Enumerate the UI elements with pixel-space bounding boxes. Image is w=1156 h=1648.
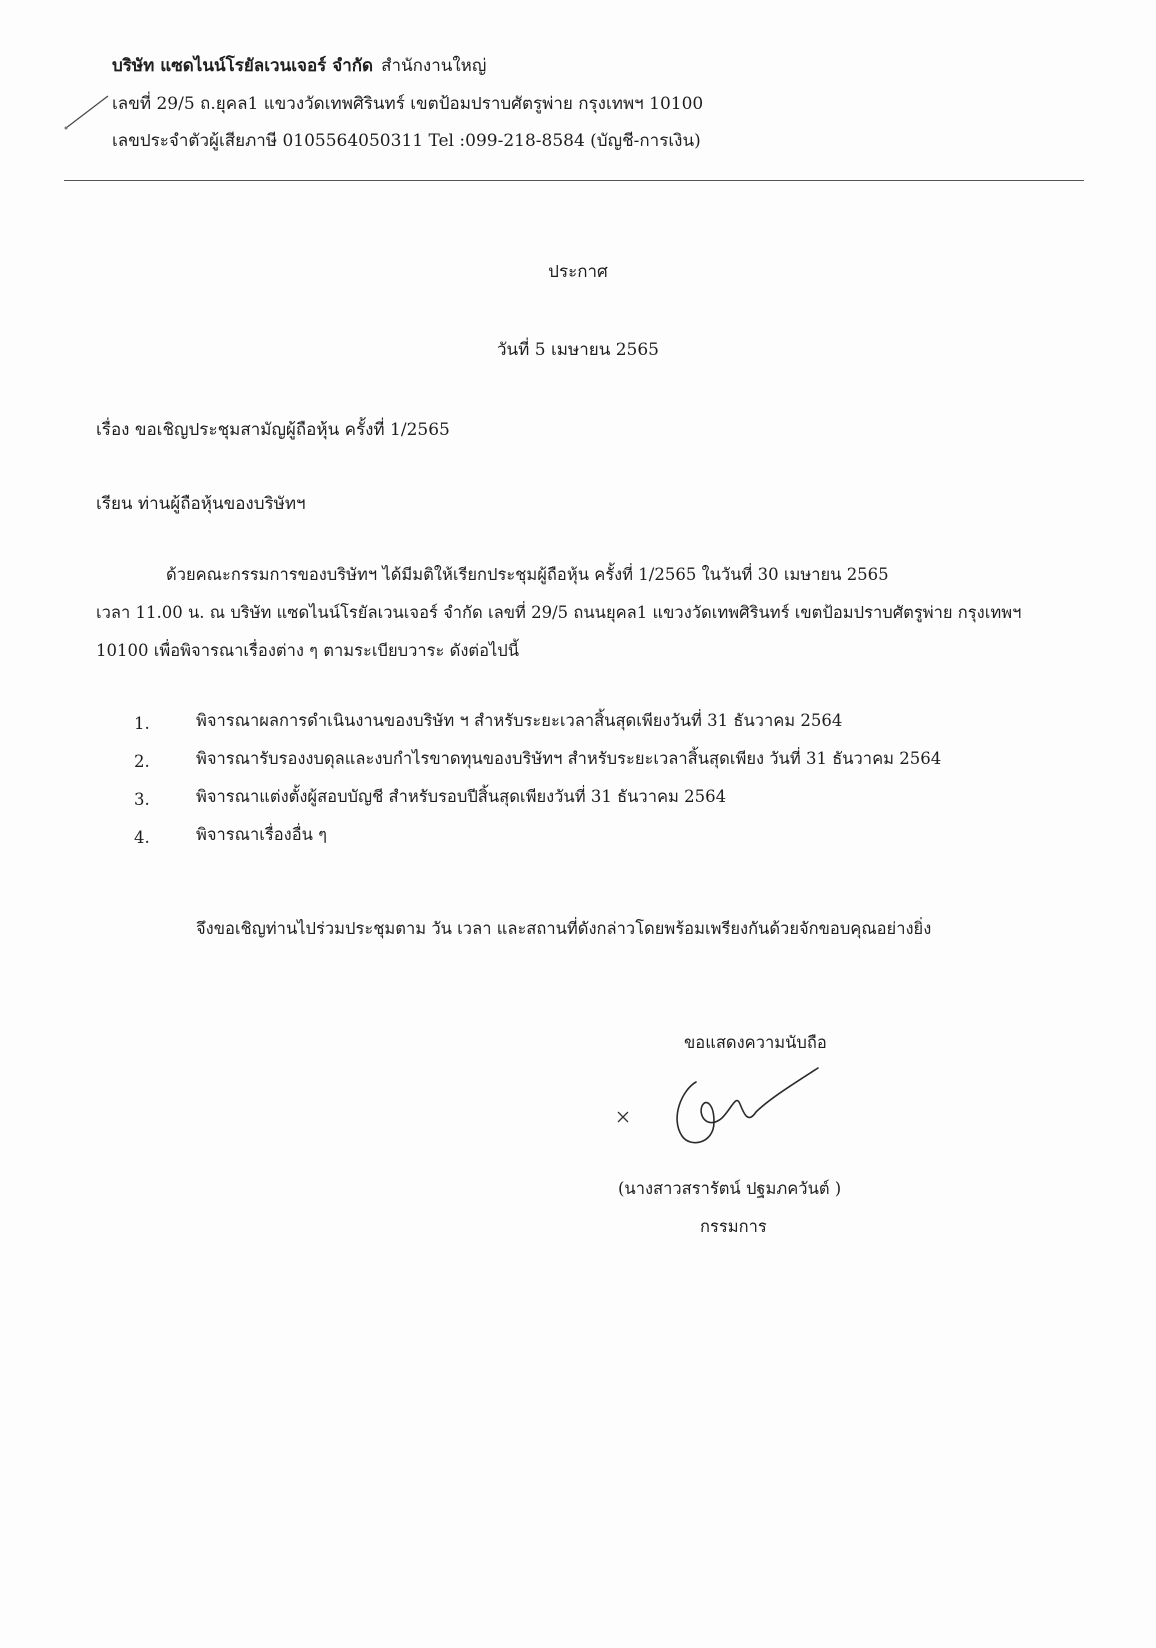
agenda-text: พิจารณาผลการดำเนินงานของบริษัท ฯ สำหรับระยะเวลาสิ้นสุดเพียงวันที่ 31 ธันวาคม 2564 — [196, 711, 843, 730]
agenda-list — [134, 708, 1034, 860]
signer-name: (นางสาวสรารัตน์ ปฐมภควันต์ ) — [618, 1179, 842, 1198]
document-date: วันที่ 5 เมษายน 2565 — [496, 340, 659, 360]
regards-text: ขอแสดงความนับถือ — [684, 1033, 827, 1052]
agenda-text: พิจารณารับรองงบดุลและงบกำไรขาดทุนของบริษัทฯ สำหรับระยะเวลาสิ้นสุดเพียง วันที่ 31 ธันวาคม 2564 — [196, 749, 942, 768]
body-paragraph-line: ด้วยคณะกรรมการของบริษัทฯ ได้มีมติให้เรียกประชุมผู้ถือหุ้น ครั้งที่ 1/2565 ในวันที่ 30 เมษายน 2565 — [166, 565, 889, 584]
document-title: ประกาศ — [548, 262, 608, 282]
header-divider — [64, 180, 1084, 181]
document-salutation: เรียน ท่านผู้ถือหุ้นของบริษัทฯ — [96, 494, 306, 514]
agenda-item — [134, 746, 1034, 784]
pen-stroke-mark — [62, 92, 112, 132]
closing-statement: จึงขอเชิญท่านไปร่วมประชุมตาม วัน เวลา และสถานที่ดังกล่าวโดยพร้อมเพรียงกันด้วยจักขอบคุณอย่างยิ่ง — [196, 919, 932, 938]
agenda-number: 3. — [134, 790, 150, 809]
company-address: เลขที่ 29/5 ถ.ยุคล1 แขวงวัดเทพศิรินทร์ เขตป้อมปราบศัตรูพ่าย กรุงเทพฯ 10100 — [112, 94, 704, 114]
company-name-line — [112, 52, 486, 79]
agenda-number: 4. — [134, 828, 150, 847]
agenda-number: 1. — [134, 714, 150, 733]
agenda-item — [134, 784, 1034, 822]
company-branch: สำนักงานใหญ่ — [381, 56, 487, 76]
handwritten-signature — [610, 1060, 870, 1150]
document-subject: เรื่อง ขอเชิญประชุมสามัญผู้ถือหุ้น ครั้งที่ 1/2565 — [96, 420, 450, 440]
body-paragraph-line: 10100 เพื่อพิจารณาเรื่องต่าง ๆ ตามระเบียบวาระ ดังต่อไปนี้ — [96, 641, 520, 660]
agenda-text: พิจารณาแต่งตั้งผู้สอบบัญชี สำหรับรอบปีสิ้นสุดเพียงวันที่ 31 ธันวาคม 2564 — [196, 787, 727, 806]
agenda-number: 2. — [134, 752, 150, 771]
company-name: บริษัท แซดไนน์โรยัลเวนเจอร์ จำกัด — [112, 56, 374, 76]
signer-title: กรรมการ — [700, 1217, 767, 1236]
company-tax-contact: เลขประจำตัวผู้เสียภาษี 0105564050311 Tel :099-218-8584 (บัญชี-การเงิน) — [112, 131, 701, 151]
body-paragraph-line: เวลา 11.00 น. ณ บริษัท แซดไนน์โรยัลเวนเจอร์ จำกัด เลขที่ 29/5 ถนนยุคล1 แขวงวัดเทพศิรินทร์ เขตป้อมปราบศัตรูพ่าย กรุงเทพฯ — [96, 603, 1022, 622]
agenda-text: พิจารณาเรื่องอื่น ๆ — [196, 825, 328, 844]
agenda-item — [134, 708, 1034, 746]
agenda-item — [134, 822, 1034, 860]
